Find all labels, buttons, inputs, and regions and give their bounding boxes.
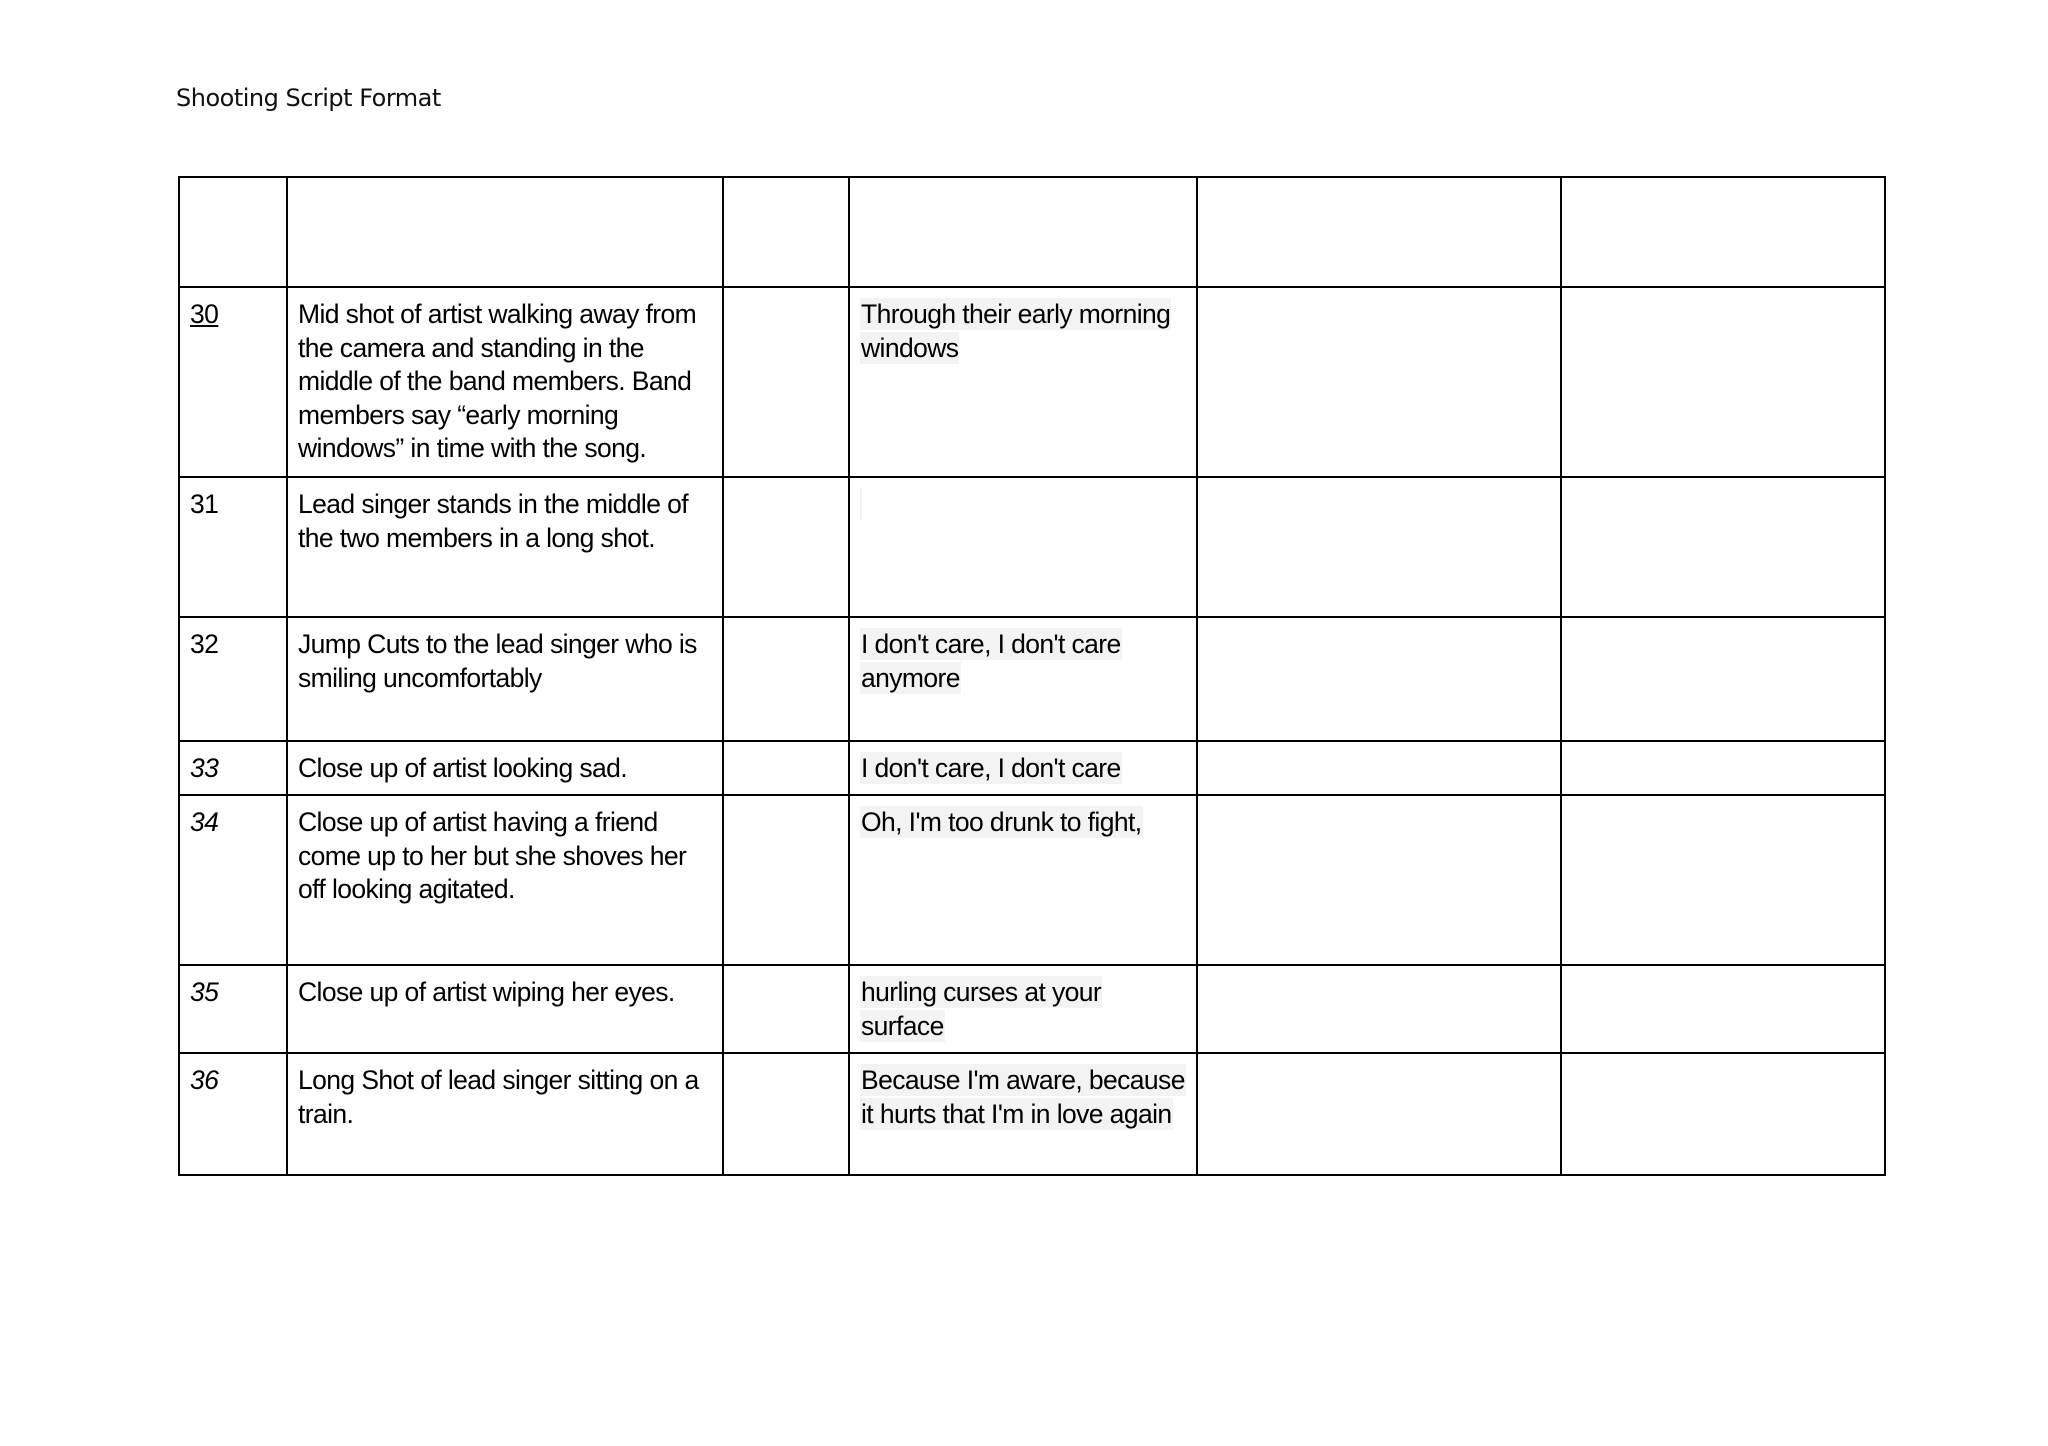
duration-cell (723, 287, 849, 477)
page-header: Shooting Script Format (176, 84, 441, 112)
lyrics-text (860, 488, 862, 520)
shot-number: 30 (190, 299, 219, 329)
duration-cell (723, 617, 849, 741)
shot-number: 33 (190, 753, 219, 783)
header-cell-lyrics (849, 177, 1197, 287)
description-cell (287, 965, 723, 1053)
shot-description: Close up of artist having a friend come up to her but she shoves her off looking agitated. (298, 807, 687, 904)
table-row (179, 741, 1885, 795)
empty-cell (1561, 741, 1885, 795)
header-cell-shot (179, 177, 287, 287)
table-header-row (179, 177, 1885, 287)
shot-description: Lead singer stands in the middle of the two members in a long shot. (298, 489, 689, 553)
description-cell (287, 287, 723, 477)
lyrics-text: I don't care, I don't care anymore (861, 629, 1121, 693)
shot-number-cell (179, 965, 287, 1053)
description-cell (287, 477, 723, 617)
empty-cell (1197, 795, 1561, 965)
description-cell (287, 617, 723, 741)
lyrics-text: hurling curses at your surface (861, 977, 1102, 1041)
shot-number-cell (179, 477, 287, 617)
empty-cell (1561, 795, 1885, 965)
table-row (179, 287, 1885, 477)
table-row (179, 965, 1885, 1053)
shot-description: Jump Cuts to the lead singer who is smiling uncomfortably (298, 629, 697, 693)
duration-cell (723, 965, 849, 1053)
table-row (179, 617, 1885, 741)
empty-cell (1197, 477, 1561, 617)
lyrics-cell (849, 1053, 1197, 1175)
empty-cell (1561, 477, 1885, 617)
shot-description: Close up of artist wiping her eyes. (298, 977, 675, 1007)
description-cell (287, 1053, 723, 1175)
shooting-script-table (178, 176, 1886, 1176)
shot-number-cell (179, 617, 287, 741)
header-cell-description (287, 177, 723, 287)
shot-description: Long Shot of lead singer sitting on a train. (298, 1065, 699, 1129)
shot-number-cell (179, 741, 287, 795)
lyrics-cell (849, 795, 1197, 965)
lyrics-cell (849, 965, 1197, 1053)
duration-cell (723, 477, 849, 617)
empty-cell (1197, 965, 1561, 1053)
shot-number-cell (179, 1053, 287, 1175)
shot-number: 32 (190, 629, 219, 659)
description-cell (287, 795, 723, 965)
empty-cell (1561, 287, 1885, 477)
empty-cell (1561, 965, 1885, 1053)
empty-cell (1197, 617, 1561, 741)
shot-number: 34 (190, 807, 219, 837)
lyrics-cell (849, 287, 1197, 477)
duration-cell (723, 795, 849, 965)
lyrics-cell (849, 617, 1197, 741)
empty-cell (1561, 617, 1885, 741)
shot-description: Mid shot of artist walking away from the camera and standing in the middle of the band members. Band members say “early morning windows” in time with the song. (298, 299, 697, 463)
table-row (179, 1053, 1885, 1175)
lyrics-text: Oh, I'm too drunk to fight, (861, 807, 1142, 837)
description-cell (287, 741, 723, 795)
empty-cell (1197, 741, 1561, 795)
lyrics-text: Because I'm aware, because it hurts that I'm in love again (861, 1065, 1185, 1129)
shot-description: Close up of artist looking sad. (298, 753, 628, 783)
shot-number: 36 (190, 1065, 219, 1095)
duration-cell (723, 1053, 849, 1175)
header-cell-duration (723, 177, 849, 287)
header-cell-extra-2 (1561, 177, 1885, 287)
lyrics-text: Through their early morning windows (861, 299, 1171, 363)
shot-number: 35 (190, 977, 219, 1007)
table-row (179, 477, 1885, 617)
duration-cell (723, 741, 849, 795)
lyrics-cell (849, 477, 1197, 617)
empty-cell (1197, 287, 1561, 477)
header-cell-extra-1 (1197, 177, 1561, 287)
lyrics-text: I don't care, I don't care (861, 753, 1121, 783)
table-row (179, 795, 1885, 965)
lyrics-cell (849, 741, 1197, 795)
empty-cell (1561, 1053, 1885, 1175)
shot-number-cell (179, 287, 287, 477)
shot-number-cell (179, 795, 287, 965)
empty-cell (1197, 1053, 1561, 1175)
shot-number: 31 (190, 489, 219, 519)
